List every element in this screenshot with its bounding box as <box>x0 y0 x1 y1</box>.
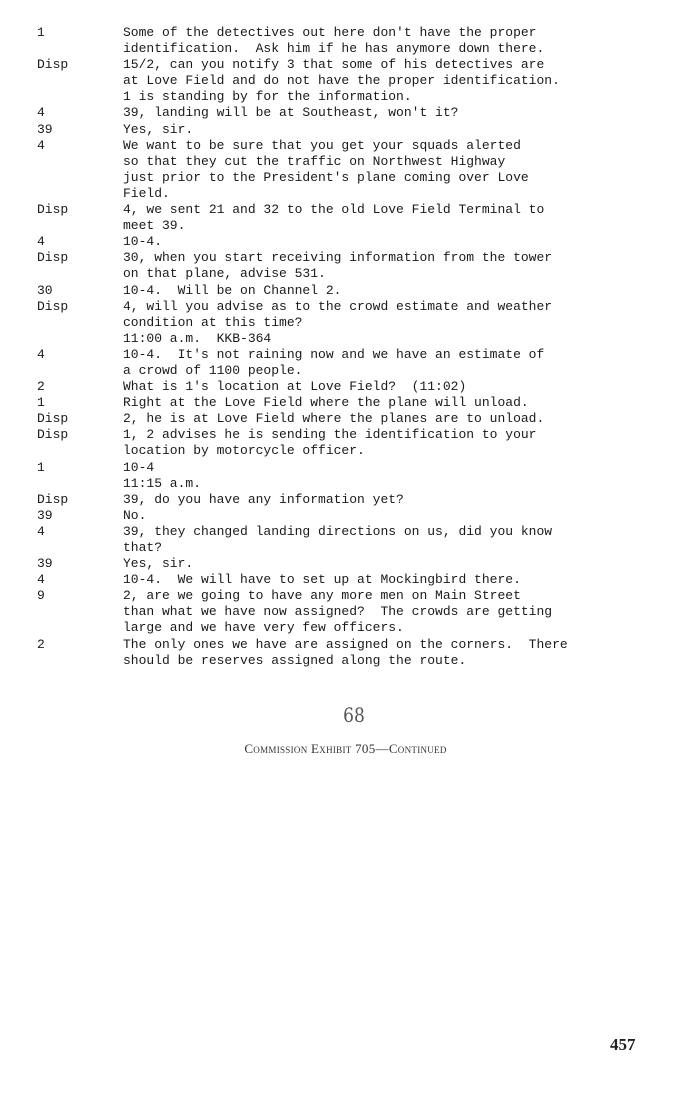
message-line: 10-4. Will be on Channel 2. <box>123 282 342 298</box>
message-line: 39, they changed landing directions on us, did you know <box>123 523 553 539</box>
message-line: location by motorcycle officer. <box>123 443 365 459</box>
speaker-label: Disp <box>37 491 69 507</box>
transcript-entry <box>37 122 568 138</box>
message-line: 4, we sent 21 and 32 to the old Love Field Terminal to <box>123 202 545 218</box>
transcript-entry <box>37 299 568 347</box>
speaker-label: Disp <box>37 298 69 314</box>
message-line: Field. <box>123 185 170 201</box>
transcript-entry <box>37 250 568 282</box>
radio-transcript <box>37 25 568 669</box>
message-text <box>123 460 201 492</box>
message-line: No. <box>123 507 147 523</box>
message-line: 10-4 <box>123 459 155 475</box>
message-line: Yes, sir. <box>123 121 194 137</box>
speaker-label: 2 <box>37 636 45 652</box>
speaker-label: 2 <box>37 379 45 395</box>
message-text <box>123 250 552 282</box>
message-text <box>123 411 544 427</box>
message-line: 15/2, can you notify 3 that some of his detectives are <box>123 57 545 73</box>
transcript-entry <box>37 524 568 556</box>
volume-page-number: 457 <box>610 1035 636 1054</box>
message-text <box>123 637 568 669</box>
transcript-entry <box>37 234 568 250</box>
speaker-label: 1 <box>37 459 45 475</box>
message-text <box>123 427 536 459</box>
speaker-label: 1 <box>37 395 45 411</box>
exhibit-page-number: 68 <box>343 703 365 727</box>
message-text <box>123 508 146 524</box>
message-line: a crowd of 1100 people. <box>123 362 303 378</box>
message-line: What is 1's location at Love Field? (11:02) <box>123 379 467 395</box>
speaker-label: 30 <box>37 282 53 298</box>
speaker-label: 4 <box>37 523 45 539</box>
message-text <box>123 379 466 395</box>
speaker-label: 4 <box>37 105 45 121</box>
message-text <box>123 572 521 588</box>
transcript-entry <box>37 283 568 299</box>
transcript-entry <box>37 427 568 459</box>
transcript-entry <box>37 460 568 492</box>
transcript-entry <box>37 138 568 202</box>
speaker-label: 4 <box>37 572 45 588</box>
message-line: Yes, sir. <box>123 556 194 572</box>
transcript-entry <box>37 105 568 121</box>
speaker-label: 1 <box>37 25 45 40</box>
message-text <box>123 283 341 299</box>
message-line: on that plane, advise 531. <box>123 266 326 282</box>
speaker-label: 39 <box>37 556 53 572</box>
message-text <box>123 492 404 508</box>
speaker-label: 4 <box>37 346 45 362</box>
message-line: 1, 2 advises he is sending the identification to your <box>123 427 537 443</box>
speaker-label: 9 <box>37 588 45 604</box>
message-line: than what we have now assigned? The crowds are getting <box>123 604 553 620</box>
message-line: 30, when you start receiving information from the tower <box>123 250 553 266</box>
transcript-entry <box>37 637 568 669</box>
transcript-entry <box>37 25 568 57</box>
message-line: 10-4. We will have to set up at Mockingbird there. <box>123 572 521 588</box>
message-text <box>123 347 544 379</box>
message-text <box>123 57 560 105</box>
transcript-entry <box>37 395 568 411</box>
message-line: 39, landing will be at Southeast, won't it? <box>123 105 459 121</box>
speaker-label: 39 <box>37 507 53 523</box>
speaker-label: Disp <box>37 411 69 427</box>
message-text <box>123 122 193 138</box>
transcript-entry <box>37 556 568 572</box>
transcript-entry <box>37 202 568 234</box>
message-line: 11:15 a.m. <box>123 475 202 491</box>
speaker-label: 4 <box>37 234 45 250</box>
speaker-label: Disp <box>37 250 69 266</box>
message-line: Some of the detectives out here don't have the proper <box>123 25 537 40</box>
message-line: Right at the Love Field where the plane will unload. <box>123 395 529 411</box>
speaker-label: 4 <box>37 137 45 153</box>
message-text <box>123 202 544 234</box>
message-line: meet 39. <box>123 218 186 234</box>
message-text <box>123 395 529 411</box>
message-line: large and we have very few officers. <box>123 620 404 636</box>
message-line: that? <box>123 540 163 555</box>
speaker-label: Disp <box>37 427 69 443</box>
message-text <box>123 588 552 636</box>
message-line: The only ones we have are assigned on the corners. There <box>123 636 568 652</box>
speaker-label: Disp <box>37 202 69 218</box>
transcript-entry <box>37 572 568 588</box>
message-line: at Love Field and do not have the proper identification. <box>123 73 560 89</box>
message-text <box>123 234 162 250</box>
exhibit-caption: Commission Exhibit 705—Continued <box>244 741 447 756</box>
transcript-entry <box>37 508 568 524</box>
transcript-entry <box>37 492 568 508</box>
message-line: We want to be sure that you get your squads alerted <box>123 137 521 153</box>
message-line: 2, are we going to have any more men on Main Street <box>123 588 521 604</box>
message-line: 2, he is at Love Field where the planes are to unload. <box>123 411 545 427</box>
message-line: 1 is standing by for the information. <box>123 89 412 105</box>
message-line: so that they cut the traffic on Northwest Highway <box>123 153 506 169</box>
message-line: 11:00 a.m. KKB-364 <box>123 330 272 346</box>
message-text <box>123 524 552 556</box>
message-text <box>123 105 458 121</box>
message-text <box>123 138 529 202</box>
message-text <box>123 299 552 347</box>
speaker-label: Disp <box>37 57 69 73</box>
message-line: 10-4. <box>123 234 163 250</box>
transcript-entry <box>37 379 568 395</box>
transcript-entry <box>37 57 568 105</box>
transcript-entry <box>37 411 568 427</box>
transcript-entry <box>37 347 568 379</box>
message-text <box>123 556 193 572</box>
transcript-entry <box>37 588 568 636</box>
message-line: 10-4. It's not raining now and we have an estimate of <box>123 346 545 362</box>
message-line: condition at this time? <box>123 314 303 330</box>
message-text <box>123 25 544 57</box>
message-line: should be reserves assigned along the route. <box>123 652 467 668</box>
speaker-label: 39 <box>37 121 53 137</box>
message-line: identification. Ask him if he has anymore down there. <box>123 41 545 57</box>
message-line: just prior to the President's plane coming over Love <box>123 169 529 185</box>
message-line: 39, do you have any information yet? <box>123 491 404 507</box>
message-line: 4, will you advise as to the crowd estimate and weather <box>123 298 553 314</box>
